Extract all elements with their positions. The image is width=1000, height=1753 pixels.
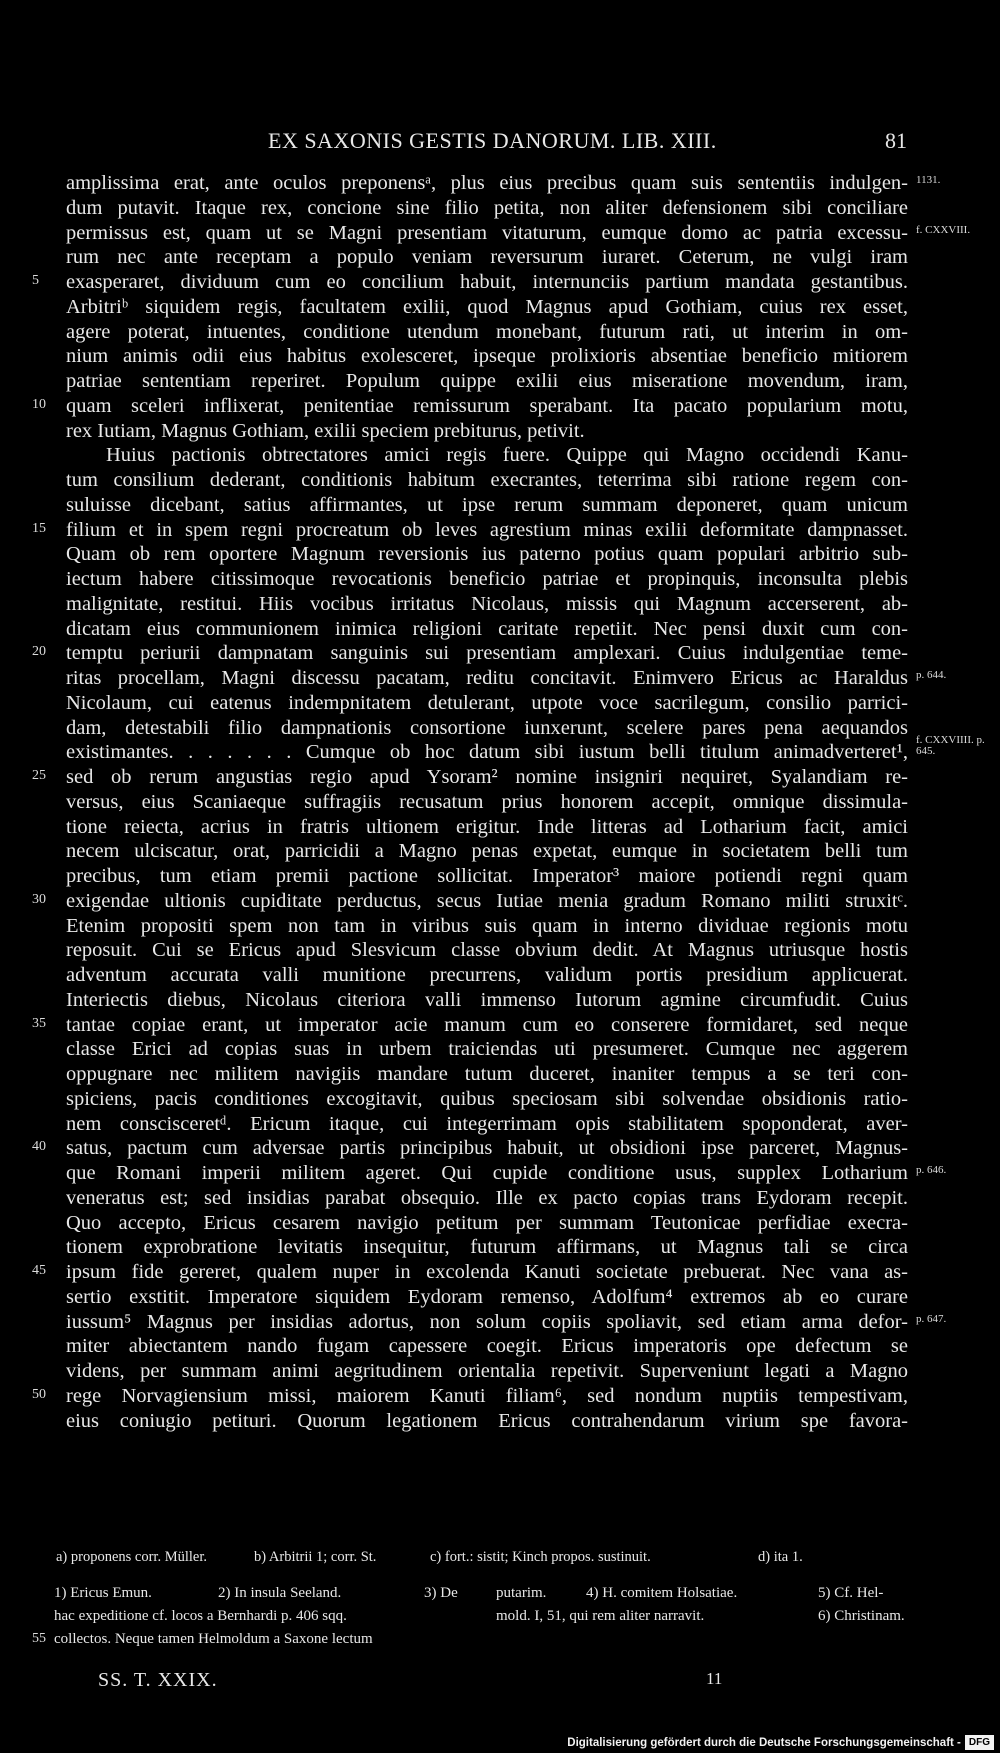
text-line [0, 244, 1000, 270]
line-text: Nicolaum, cui eatenus indempnitatem detulerant, utpote voce sacrilegum, consilio parrici- [66, 691, 908, 714]
margin-note: f. CXXVIIII. p. 645. [916, 734, 985, 758]
line-text: nium animis odii eius habitus exolesceret, ipseque prolixioris absentiae beneficio mitiorem [66, 345, 908, 368]
text-line [0, 1309, 1000, 1335]
text-line [0, 467, 1000, 493]
footnote: 5) Cf. Hel- [818, 1585, 884, 1601]
line-number: 25 [32, 768, 46, 783]
line-text: precibus, tum etiam premii pactione sollicitat. Imperator³ maiore potiendi regni quam [66, 865, 908, 887]
footnote: collectos. Neque tamen Helmoldum a Saxone lectum [54, 1631, 373, 1647]
line-text: eius coniugio petituri. Quorum legationem Ericus contrahendarum virium spe favora- [66, 1409, 908, 1432]
line-text: nem conscisceretᵈ. Ericum itaque, cui integerrimam opis stabilitatem spoponderat, aver- [66, 1112, 908, 1135]
text-line [0, 1210, 1000, 1236]
line-text: tione reiecta, acrius in fratris ultionem erigitur. Inde litteras ad Lotharium facit, amici [66, 815, 908, 838]
text-line [0, 1012, 1000, 1038]
text-line [0, 368, 1000, 394]
dfg-logo: DFG [965, 1735, 994, 1750]
line-text: permissus est, quam ut se Magni presentiam vitaturum, eumque domo ac patria excessu- [66, 221, 908, 244]
line-text: classe Erici ad copias suas in urbem traiciendas uti presumeret. Cumque nec aggerem [66, 1038, 908, 1061]
line-text: exasperaret, dividuum cum eo concilium habuit, internunciis partium mandata gestantibus. [66, 271, 908, 293]
line-text: agere poterat, intuentes, conditione utendum monebant, futurum rati, ut interim in om- [66, 320, 908, 343]
line-text: miter abiectantem nando fugam capessere coegit. Ericus imperatoris ope defectum se [66, 1335, 908, 1358]
line-number: 10 [32, 396, 46, 412]
text-line [0, 734, 1000, 765]
text-line [0, 1234, 1000, 1260]
text-line [0, 1086, 1000, 1112]
text-line [0, 220, 1000, 246]
text-line [0, 1284, 1000, 1310]
line-text: quam sceleri inflixerat, penitentiae remissurum sperabant. Ita pacato popularium motu, [66, 394, 908, 417]
text-line [0, 715, 1000, 741]
line-text: dum putavit. Itaque rex, concione sine filio petita, non aliter defensionem sibi conciliare [66, 196, 908, 219]
line-text: versus, eius Scaniaeque suffragiis recusatum prius honorem accepit, omnique dissimula- [66, 790, 908, 813]
line-text: Quo accepto, Ericus cesarem navigio petitum per summam Teutonicae perfidiae execra- [66, 1211, 908, 1234]
sheet-signature: SS. T. XXIX. [98, 1669, 218, 1691]
text-line [0, 838, 1000, 864]
line-text: oppugnare nec militem navigiis mandare tutum duceret, inaniter tempus a se teri con- [66, 1063, 908, 1085]
line-text: Interiectis diebus, Nicolaus citeriora valli immenso Iutorum agmine circumfudit. Cuius [66, 988, 908, 1011]
text-line [0, 789, 1000, 815]
footnote: 2) In insula Seeland. [218, 1585, 342, 1601]
apparatus-note: d) ita 1. [758, 1549, 803, 1565]
line-text: iussum⁵ Magnus per insidias adortus, non solum copiis spoliavit, sed etiam arma defor- [66, 1310, 908, 1333]
footnote: mold. I, 51, qui rem aliter narravit. [496, 1608, 705, 1624]
margin-note: p. 646. [916, 1164, 947, 1176]
text-line [0, 195, 1000, 221]
text-line [0, 170, 1000, 196]
apparatus-note: c) fort.: sistit; Kinch propos. sustinuit. [430, 1549, 651, 1565]
line-text: Arbitriᵇ siquidem regis, facultatem exilii, quod Magnus apud Gothiam, cuius rex esset, [66, 295, 908, 318]
line-text: temptu periurii dampnatam sanguinis sui presentiam amplexari. Cuius indulgentiae teme- [66, 642, 908, 665]
text-line [0, 1358, 1000, 1384]
line-text: tantae copiae erant, ut imperator acie manum cum eo conserere formidaret, sed neque [66, 1013, 908, 1036]
line-text: patriae sententiam reperiret. Populum quippe exilii eius miseratione movendum, iram, [66, 370, 908, 392]
line-text: satus, pactum cum adversae partis principibus habuit, ut obsidioni ipse parceret, Magnus- [66, 1137, 908, 1160]
line-text: adventum accurata valli munitione precurrens, validum portis presidium applicuerat. [66, 964, 908, 986]
line-text: amplissima erat, ante oculos preponensᵃ, plus eius precibus quam suis sententiis indulgen- [66, 172, 908, 194]
line-text: videns, per summam animi aegritudinem orientalia repetivit. Superveniunt legati a Magno [66, 1360, 908, 1382]
digitization-credit [567, 1735, 994, 1750]
text-line [0, 541, 1000, 567]
text-line [0, 1259, 1000, 1285]
text-line [0, 690, 1000, 716]
line-text: malignitate, restitui. Hiis vocibus irritatus Nicolaus, missis qui Magnum accerserent, ab- [66, 592, 908, 615]
line-text: necem ulciscatur, orat, parricidii a Magno penas expetat, eumque in societatem belli tum [66, 840, 908, 863]
line-number: 45 [32, 1263, 46, 1278]
line-text: ipsum fide gereret, qualem nuper in excolenda Kanuti societate prebuerat. Nec vana as- [66, 1261, 908, 1283]
line-number: 30 [32, 891, 46, 907]
footnote: 4) H. comitem Holsatiae. [586, 1585, 738, 1601]
text-line [0, 319, 1000, 345]
line-text: reposuit. Cui se Ericus apud Slesvicum classe obvium dedit. At Magnus utriusque hostis [66, 939, 908, 962]
text-line [0, 1333, 1000, 1359]
text-line [0, 962, 1000, 988]
line-text: rum nec ante receptam a populo veniam reversurum iuraret. Ceterum, ne vulgi iram [66, 246, 908, 269]
line-text: suluisse dicebant, satius affirmantes, ut ipse rerum summam deponeret, quam unicum [66, 493, 908, 516]
sheet-number: 11 [706, 1669, 723, 1688]
line-text: tum consilium dederant, conditionis habitum execrantes, teterrima sibi ratione regem con- [66, 469, 908, 491]
text-line [0, 888, 1000, 914]
text-line [0, 1111, 1000, 1137]
text-line [0, 591, 1000, 617]
margin-note: f. CXXVIII. [916, 223, 971, 236]
margin-note: p. 644. [916, 669, 947, 681]
running-head: EX SAXONIS GESTIS DANORUM. LIB. XIII. [268, 128, 717, 153]
text-line [0, 294, 1000, 320]
line-text: dicatam eius communionem inimica religioni caritate repetiit. Nec pensi duxit cum con- [66, 617, 908, 640]
line-text: rex Iutiam, Magnus Gothiam, exilii speciem prebiturus, petivit. [66, 419, 585, 442]
text-line [0, 566, 1000, 592]
footnote: putarim. [496, 1585, 547, 1601]
line-text: ritas procellam, Magni discessu pacatam, reditu concitavit. Enimvero Ericus ac Haraldus [66, 667, 908, 689]
text-line [0, 1135, 1000, 1161]
text-line [0, 863, 1000, 889]
line-text: sertio exstitit. Imperatore siquidem Eydoram remenso, Adolfum⁴ extremos ab eo curare [66, 1285, 908, 1308]
text-line [0, 1408, 1000, 1434]
footnote: 3) De [424, 1585, 458, 1601]
line-number: 5 [32, 273, 39, 288]
text-line [0, 764, 1000, 790]
text-line [0, 913, 1000, 939]
line-text: Etenim propositi spem non tam in viribus suis quam in interno dividuae regionis motu [66, 914, 908, 937]
line-number: 50 [32, 1386, 46, 1402]
footnote: hac expeditione cf. locos a Bernhardi p. 406 sqq. [54, 1608, 347, 1624]
line-text: exigendae ultionis cupiditate perductus, secus Iutiae menia gradum Romano militi struxitᶜ. [66, 889, 908, 912]
line-text: veneratus est; sed insidias parabat obsequio. Ille ex pacto copias trans Eydoram recepit. [66, 1186, 908, 1209]
text-line [0, 1185, 1000, 1211]
page-header [0, 128, 1000, 158]
text-line [0, 492, 1000, 518]
text-line [0, 343, 1000, 369]
line-text: iectum habere citissimoque revocationis beneficio patriae et propinquis, inconsulta plebis [66, 568, 908, 590]
line-number: 15 [32, 520, 46, 536]
credit-text: Digitalisierung gefördert durch die Deutsche Forschungsgemeinschaft - [567, 1736, 961, 1749]
footnote: 1) Ericus Emun. [54, 1585, 152, 1601]
line-text: spiciens, pacis conditiones excogitavit, quibus speciosam sibi solvendae obsidionis ratio- [66, 1087, 908, 1110]
page-number: 81 [885, 128, 907, 153]
line-text: dam, detestabili filio dampnationis consortione iunxerunt, scelere pares pena aequandos [66, 716, 908, 739]
text-line [0, 987, 1000, 1013]
text-line [0, 393, 1000, 419]
text-line [0, 442, 1000, 468]
line-text: que Romani imperii militem ageret. Qui cupide conditione usus, supplex Lotharium [66, 1162, 908, 1184]
line-text: rege Norvagiensium missi, maiorem Kanuti filiam⁶, sed nondum nuptiis tempestivam, [66, 1384, 908, 1407]
margin-note: p. 647. [916, 1312, 947, 1325]
text-line [0, 665, 1000, 691]
line-text: filium et in spem regni procreatum ob leves agrestium minas exilii deformitate dampnasset. [66, 518, 908, 541]
text-line [0, 814, 1000, 840]
line-text: tionem exprobratione levitatis insequitur, futurum affirmans, ut Magnus tali se circa [66, 1236, 908, 1259]
text-line [0, 937, 1000, 963]
footnote: 6) Christinam. [818, 1608, 905, 1624]
text-line [0, 1383, 1000, 1409]
text-line [0, 640, 1000, 666]
text-line [0, 517, 1000, 543]
line-number: 40 [32, 1139, 46, 1155]
margin-note: 1131. [916, 174, 941, 186]
text-line [0, 269, 1000, 295]
line-number: 55 [32, 1631, 46, 1646]
text-line [0, 418, 1000, 444]
text-line [0, 1061, 1000, 1087]
line-text: Quam ob rem oportere Magnum reversionis ius paterno potius quam populari arbitrio sub- [66, 543, 908, 566]
text-line [0, 1036, 1000, 1062]
apparatus-note: a) proponens corr. Müller. [56, 1549, 208, 1565]
line-text: sed ob rerum angustias regio apud Ysoram² nomine insigniri nequiret, Syalandiam re- [66, 766, 908, 788]
text-line [0, 1160, 1000, 1186]
line-text: Huius pactionis obtrectatores amici regis fuere. Quippe qui Magno occidendi Kanu- [106, 444, 908, 467]
line-number: 20 [32, 644, 46, 660]
text-line [0, 616, 1000, 642]
line-number: 35 [32, 1015, 46, 1031]
apparatus-note: b) Arbitrii 1; corr. St. [254, 1549, 377, 1565]
line-text: existimantes. . . . . . . Cumque ob hoc datum sibi iustum belli titulum animadverteret¹, [66, 741, 908, 764]
